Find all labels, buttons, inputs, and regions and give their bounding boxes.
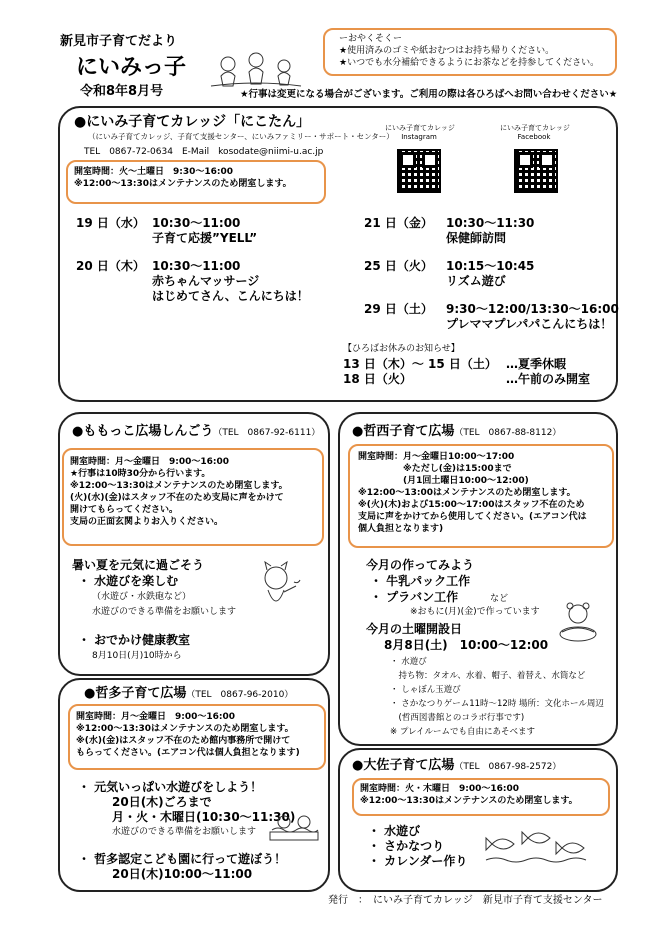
hours-line: 開室時間：火～土曜日 9:30～16:00: [74, 167, 234, 177]
nikotan-subtitle: （にいみ子育てカレッジ、子育て支援センター、にいみファミリー・サポート・センター）: [88, 132, 394, 141]
hours-line: 開室時間：月～金曜日 9:00～16:00: [70, 457, 230, 467]
tessei-make-item: ・ 牛乳パック工作: [370, 574, 471, 588]
hours-line: 開室時間：月～金曜日 9:00～16:00: [76, 712, 236, 722]
event-desc: 子育て応援”YELL”: [152, 231, 258, 245]
tessei-hours-box: [348, 444, 614, 548]
facebook-qr-label: にいみ子育てカレッジ Facebook: [500, 124, 570, 141]
hours-line: 支局の正面玄関よりお入りください。: [70, 517, 224, 527]
tessei-tel: （TEL 0867-88-8112）: [454, 428, 562, 438]
hours-line: ★行事は10時30分から行います。: [70, 469, 211, 479]
saturday-item: ・ 水遊び: [390, 657, 427, 667]
event-time: 10:30～11:30: [446, 216, 535, 230]
momokko-tel: （TEL 0867-92-6111）: [213, 428, 321, 438]
closure-date: 13 日（木）～ 15 日（土）: [343, 357, 497, 371]
hours-line: 開けてもらってください。: [70, 505, 179, 515]
rules-notice-box: [323, 28, 617, 76]
tessei-make-note: ※おもに(月)(金)で作っています: [410, 607, 540, 617]
momokko-item: ・ おでかけ健康教室: [78, 633, 191, 647]
fish-illustration: [484, 824, 604, 864]
newsletter-series-title: 新見市子育てだより: [60, 34, 178, 49]
saturday-item: ・ しゃぼん玉遊び: [390, 685, 461, 695]
kids-playing-illustration: [206, 46, 306, 90]
event-desc: プレママプレパパこんにちは！: [446, 317, 613, 331]
hours-line: ※ただし(金)は15:00まで: [358, 464, 512, 474]
momokko-title-text: ●ももっこ広場しんごう: [72, 424, 214, 439]
tetta-title: [84, 686, 293, 702]
saturday-item: ・ さかなつりゲーム11時～12時 場所：文化ホール周辺: [390, 699, 604, 709]
tetta-item-sub: 20日(木)ごろまで: [112, 795, 212, 809]
event-time: 10:30～11:00: [152, 216, 241, 230]
momokko-item: ・ 水遊びを楽しむ: [78, 574, 179, 588]
newsletter-title: にいみっ子: [76, 55, 187, 80]
osa-title: [352, 758, 561, 774]
momokko-title: [72, 424, 320, 440]
event-desc: はじめてさん、こんにちは！: [152, 289, 309, 303]
tetta-hours-box: [68, 704, 326, 770]
event-time: 10:30～11:00: [152, 259, 241, 273]
hours-line: (火)(水)(金)はスタッフ不在のため支局に声をかけて: [70, 493, 284, 503]
rules-notice-line: ーおやくそくー: [339, 34, 403, 44]
tessei-saturday-list: [390, 655, 604, 739]
event-desc: 赤ちゃんマッサージ: [152, 274, 260, 288]
tessei-title: [352, 424, 561, 440]
momokko-hours-box: [62, 448, 324, 546]
momokko-item-sub: （水遊び・水鉄砲など）: [92, 592, 192, 602]
hours-line: 個人負担となります): [358, 524, 444, 534]
hours-line: ※12:00～13:30はメンテナンスのため閉室します。: [70, 481, 288, 491]
instagram-qr-code[interactable]: [397, 149, 441, 193]
event-date: 20 日（木）: [76, 259, 145, 273]
event-date: 29 日（土）: [364, 302, 433, 316]
hours-line: ※(火)(木)および15:00～17:00はスタッフ不在のため: [358, 500, 585, 510]
event-time: 9:30～12:00/13:30～16:00: [446, 302, 619, 316]
closure-date: 18 日（火）: [343, 372, 412, 386]
tessei-title-text: ●哲西子育て広場: [352, 424, 455, 439]
nikotan-title: ●にいみ子育てカレッジ「にこたん」: [74, 114, 311, 130]
instagram-qr-label: にいみ子育てカレッジ Instagram: [385, 124, 455, 141]
issue-label: 令和8年8月号: [80, 84, 164, 99]
rules-notice-line: ★使用済みのゴミや紙おむつはお持ち帰りください。: [339, 46, 555, 56]
osa-hours-box: [352, 778, 610, 816]
nikotan-contact: TEL 0867-72-0634 E-Mail kosodate@niimi-u.ac.jp: [84, 147, 324, 157]
tessei-heading: 今月の作ってみよう: [366, 558, 475, 572]
closure-note: …午前のみ開室: [506, 372, 591, 386]
saturday-item: (哲西図書館とのコラボ行事です): [390, 713, 525, 723]
tetta-title-text: ●哲多子育て広場: [84, 686, 187, 701]
kids-in-pool-illustration: [268, 812, 320, 844]
osa-item: ・ カレンダー作り: [368, 854, 468, 868]
momokko-item-sub: 水遊びのできる準備をお願いします: [92, 607, 237, 617]
osa-tel: （TEL 0867-98-2572）: [454, 762, 562, 772]
tessei-make-item: ・ プラバン工作: [370, 590, 459, 604]
osa-item: ・ 水遊び: [368, 824, 421, 838]
hours-line: ※12:00～13:30はメンテナンスのため閉室します。: [76, 724, 294, 734]
publisher-footer: 発行 ： にいみ子育てカレッジ 新見市子育て支援センター: [328, 895, 603, 906]
momokko-item-sub: 8月10日(月)10時から: [92, 651, 182, 661]
tessei-saturday-heading: 今月の土曜開設日: [366, 622, 463, 636]
hours-line: ※12:00～13:00はメンテナンスのため閉室します。: [358, 488, 576, 498]
tetta-tel: （TEL 0867-96-2010）: [186, 690, 294, 700]
tessei-saturday-date: 8月8日(土) 10:00～12:00: [384, 638, 549, 652]
tetta-item: ・ 哲多認定こども園に行って遊ぼう！: [78, 852, 287, 866]
hours-line: ※12:00～13:30はメンテナンスのため閉室します。: [74, 179, 292, 189]
event-date: 21 日（金）: [364, 216, 433, 230]
event-date: 19 日（水）: [76, 216, 145, 230]
tetta-item: ・ 元気いっぱい水遊びをしよう！: [78, 780, 263, 794]
event-desc: 保健師訪問: [446, 231, 507, 245]
osa-item: ・ さかなつり: [368, 839, 445, 853]
tetta-item-sub: 水遊びのできる準備をお願いします: [112, 827, 257, 837]
bear-in-float-illustration: [556, 600, 600, 644]
schedule-change-banner: ★行事は変更になる場合がございます。ご利用の際は各ひろばへお問い合わせください★: [240, 89, 618, 100]
hours-line: 開室時間：火・木曜日 9:00～16:00: [360, 784, 520, 794]
saturday-item: ※ プレイルームでも自由にあそべます: [390, 727, 536, 737]
closure-note: …夏季休暇: [506, 357, 567, 371]
hours-line: 開室時間：月～金曜日10:00～17:00: [358, 452, 515, 462]
cat-with-water-gun-illustration: [254, 560, 302, 616]
momokko-heading: 暑い夏を元気に過ごそう: [72, 558, 205, 572]
tetta-item-sub: 月・火・木曜日(10:30～11:30): [112, 810, 296, 824]
osa-title-text: ●大佐子育て広場: [352, 758, 455, 773]
saturday-item: 持ち物：タオル、水着、帽子、着替え、水筒など: [390, 671, 586, 681]
facebook-qr-code[interactable]: [514, 149, 558, 193]
tetta-item-sub: 20日(木)10:00～11:00: [112, 867, 253, 881]
rules-notice-line: ★いつでも水分補給できるようにお茶などを持参してください。: [339, 58, 600, 68]
nikotan-hours-box: [66, 160, 326, 204]
event-time: 10:15～10:45: [446, 259, 535, 273]
hours-line: 支局に声をかけてから使用してください。(エアコン代は: [358, 512, 587, 522]
event-date: 25 日（火）: [364, 259, 433, 273]
hours-line: ※12:00～13:30はメンテナンスのため閉室します。: [360, 796, 578, 806]
closure-title: 【ひろばお休みのお知らせ】: [343, 344, 460, 354]
hours-line: もらってください。(エアコン代は個人負担となります): [76, 748, 300, 758]
hours-line: (月1回土曜日10:00～12:00): [358, 476, 529, 486]
tessei-make-note: など: [490, 594, 509, 604]
hours-line: ※(水)(金)はスタッフ不在のため館内事務所で開けて: [76, 736, 291, 746]
event-desc: リズム遊び: [446, 274, 506, 288]
